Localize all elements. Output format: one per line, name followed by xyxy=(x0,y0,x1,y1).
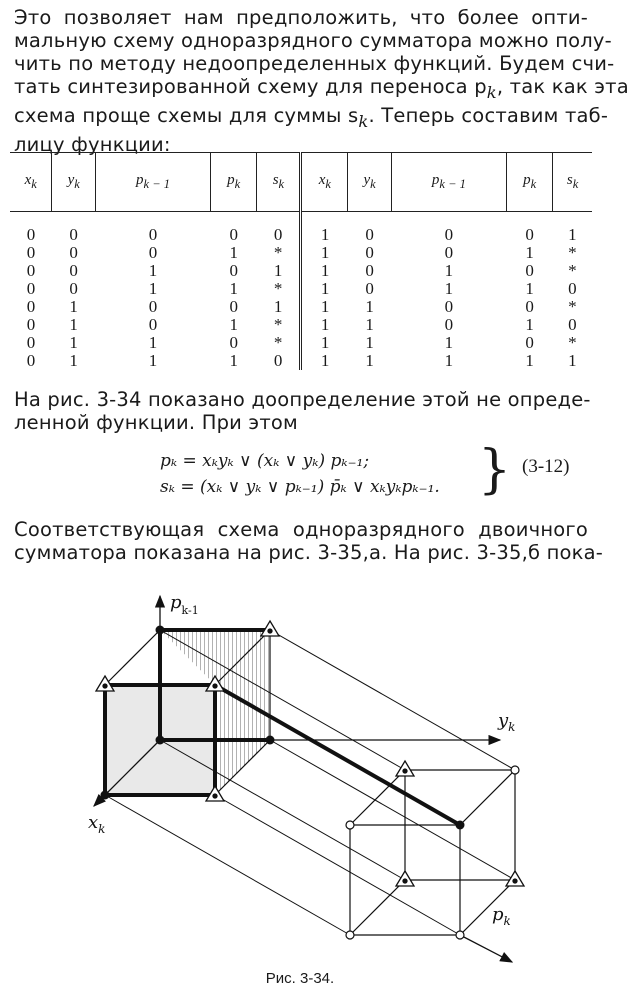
table-row xyxy=(10,244,592,262)
table-cell: 1 xyxy=(525,315,534,334)
label-p-prev: $p_{k-1}$ xyxy=(170,592,199,617)
table-cell: 1 xyxy=(148,333,158,352)
vertex-triangle xyxy=(396,871,414,886)
table-cell: 1 xyxy=(301,280,348,298)
table-cell: 1 xyxy=(365,297,374,316)
table-cell: 1 xyxy=(301,244,348,262)
equation-number: (3-12) xyxy=(522,456,570,477)
table-cell: 0 xyxy=(148,315,158,334)
col-header-x: $x_k$ xyxy=(10,153,52,212)
table-cell: * xyxy=(273,279,283,298)
projected-cube xyxy=(350,770,515,935)
table-cell: 1 xyxy=(568,225,577,244)
table-cell: * xyxy=(273,333,283,352)
table-cell: 1 xyxy=(273,297,283,316)
table-row xyxy=(10,226,592,244)
text-line: тать синтезированной схему для переноса $p_k$, так как эта xyxy=(14,75,629,102)
table-cell: 0 xyxy=(148,297,158,316)
text-line: схема проще схемы для суммы $s_k$. Теперь составим таб- xyxy=(14,103,609,131)
cube-thick-edges xyxy=(105,630,460,825)
text-line: На рис. 3-34 показано доопределение этой не опреде- xyxy=(14,388,591,411)
text-line: лицу функции: xyxy=(14,132,171,156)
table-cell: 1 xyxy=(365,315,374,334)
table-row xyxy=(10,334,592,352)
text-line: сумматора показана на рис. 3-35,а. На рис. 3-35,б пока- xyxy=(14,541,604,564)
table-cell: 1 xyxy=(301,298,348,316)
table-cell: 0 xyxy=(26,279,36,298)
table-cell: * xyxy=(568,333,577,352)
table-cell: 1 xyxy=(444,279,454,298)
table-row xyxy=(10,280,592,298)
table-cell: 0 xyxy=(568,315,577,334)
table-cell: 1 xyxy=(148,261,158,280)
axis-p xyxy=(460,935,512,962)
table-cell: 1 xyxy=(148,279,158,298)
table-cell: 0 xyxy=(148,243,158,262)
col-header-s: $s_k$ xyxy=(553,153,592,212)
formula-line-carry: pₖ = xₖyₖ ∨ (xₖ ∨ yₖ) pₖ₋₁; xyxy=(160,451,370,471)
text-line: Это позволяет нам предположить, что более опти- xyxy=(14,6,588,29)
table-cell: 0 xyxy=(525,297,534,316)
vertex-filled xyxy=(156,626,165,635)
table-cell: 1 xyxy=(444,261,454,280)
vertex-triangle xyxy=(396,761,414,776)
col-header-s: $s_k$ xyxy=(257,153,301,212)
table-cell: 1 xyxy=(525,351,534,370)
vertex-open xyxy=(346,931,354,939)
vertex-filled xyxy=(266,736,275,745)
table-cell: 0 xyxy=(69,279,78,298)
table-cell: 0 xyxy=(69,261,78,280)
table-cell: 1 xyxy=(365,351,374,370)
table-header-row xyxy=(10,153,592,212)
vertex-filled xyxy=(156,736,165,745)
table-cell: 0 xyxy=(273,225,283,244)
table-cell: * xyxy=(273,243,283,262)
table-row xyxy=(10,316,592,334)
table-cell: 1 xyxy=(301,316,348,334)
table-cell: 0 xyxy=(365,225,374,244)
table-cell: 1 xyxy=(365,333,374,352)
vertex-filled xyxy=(101,791,110,800)
label-p: $p_k$ xyxy=(492,904,511,928)
text-line: чить по методу недоопределенных функций. Будем счи- xyxy=(14,52,615,75)
table-cell: 1 xyxy=(229,315,238,334)
text-line: мальную схему одноразрядного сумматора можно полу- xyxy=(14,29,612,52)
col-header-p-prev: $p_{k - 1}$ xyxy=(95,153,210,212)
table-cell: 0 xyxy=(444,297,454,316)
table-cell: 0 xyxy=(229,333,238,352)
text-line: ленной функции. При этом xyxy=(14,411,298,434)
col-header-p-prev: $p_{k - 1}$ xyxy=(391,153,506,212)
table-cell: 1 xyxy=(525,279,534,298)
table-cell: 0 xyxy=(229,261,238,280)
formula-3-12 xyxy=(160,448,440,500)
table-cell: 1 xyxy=(301,262,348,280)
table-cell: 1 xyxy=(301,352,348,370)
vertex-open xyxy=(346,821,354,829)
table-row xyxy=(10,298,592,316)
table-cell: 0 xyxy=(273,351,283,370)
table-row xyxy=(10,262,592,280)
label-x: $x_k$ xyxy=(88,812,106,836)
table-cell: 1 xyxy=(69,333,78,352)
table-cell: 1 xyxy=(69,351,78,370)
table-cell: * xyxy=(568,261,577,280)
figure-3-34 xyxy=(0,590,600,970)
vertex-open xyxy=(456,931,464,939)
col-header-y: $y_k$ xyxy=(52,153,96,212)
vertex-open xyxy=(511,766,519,774)
vertex-filled xyxy=(456,821,465,830)
table-cell: 0 xyxy=(26,333,36,352)
table-cell: 1 xyxy=(568,351,577,370)
right-brace: } xyxy=(478,440,512,500)
table-cell: 0 xyxy=(26,243,36,262)
table-cell: 1 xyxy=(444,333,454,352)
table-cell: 1 xyxy=(229,279,238,298)
table-row xyxy=(10,352,592,370)
table-cell: 1 xyxy=(301,226,348,244)
table-cell: 1 xyxy=(525,243,534,262)
table-cell: 0 xyxy=(69,225,78,244)
table-cell: 0 xyxy=(444,243,454,262)
table-cell: 0 xyxy=(525,261,534,280)
vertex-triangle xyxy=(506,871,524,886)
paragraph-3 xyxy=(14,518,604,564)
table-cell: 0 xyxy=(444,315,454,334)
text-line: Соответствующая схема одноразрядного двоичного xyxy=(14,518,588,541)
table-cell: 1 xyxy=(229,351,238,370)
paragraph-2 xyxy=(14,388,591,434)
table-cell: 0 xyxy=(26,225,36,244)
table-cell: 1 xyxy=(69,315,78,334)
table-cell: 0 xyxy=(26,297,36,316)
table-cell: * xyxy=(568,297,577,316)
col-header-p: $p_k$ xyxy=(211,153,257,212)
table-cell: 0 xyxy=(568,279,577,298)
truth-table xyxy=(10,152,592,370)
figure-caption: Рис. 3-34. xyxy=(265,970,335,987)
table-cell: 0 xyxy=(26,351,36,370)
table-cell: 0 xyxy=(365,261,374,280)
col-header-p: $p_k$ xyxy=(506,153,552,212)
table-cell: 0 xyxy=(229,225,238,244)
table-cell: 0 xyxy=(69,243,78,262)
table-cell: 0 xyxy=(26,315,36,334)
table-cell: 0 xyxy=(365,279,374,298)
table-cell: 0 xyxy=(365,243,374,262)
col-header-y: $y_k$ xyxy=(348,153,392,212)
table-cell: 0 xyxy=(525,225,534,244)
table-cell: 0 xyxy=(525,333,534,352)
table-cell: 0 xyxy=(148,225,158,244)
table-cell: 0 xyxy=(26,261,36,280)
table-cell: * xyxy=(568,243,577,262)
table-cell: * xyxy=(273,315,283,334)
table-cell: 1 xyxy=(69,297,78,316)
table-cell: 1 xyxy=(229,243,238,262)
table-cell: 1 xyxy=(444,351,454,370)
col-header-x: $x_k$ xyxy=(301,153,348,212)
table-cell: 1 xyxy=(148,351,158,370)
label-y: $y_k$ xyxy=(498,710,516,734)
table-cell: 0 xyxy=(229,297,238,316)
table-cell: 1 xyxy=(301,334,348,352)
table-cell: 0 xyxy=(444,225,454,244)
formula-line-sum: sₖ = (xₖ ∨ yₖ ∨ pₖ₋₁) p̄ₖ ∨ xₖyₖpₖ₋₁. xyxy=(160,477,440,497)
paragraph-1 xyxy=(14,6,629,156)
table-cell: 1 xyxy=(273,261,283,280)
